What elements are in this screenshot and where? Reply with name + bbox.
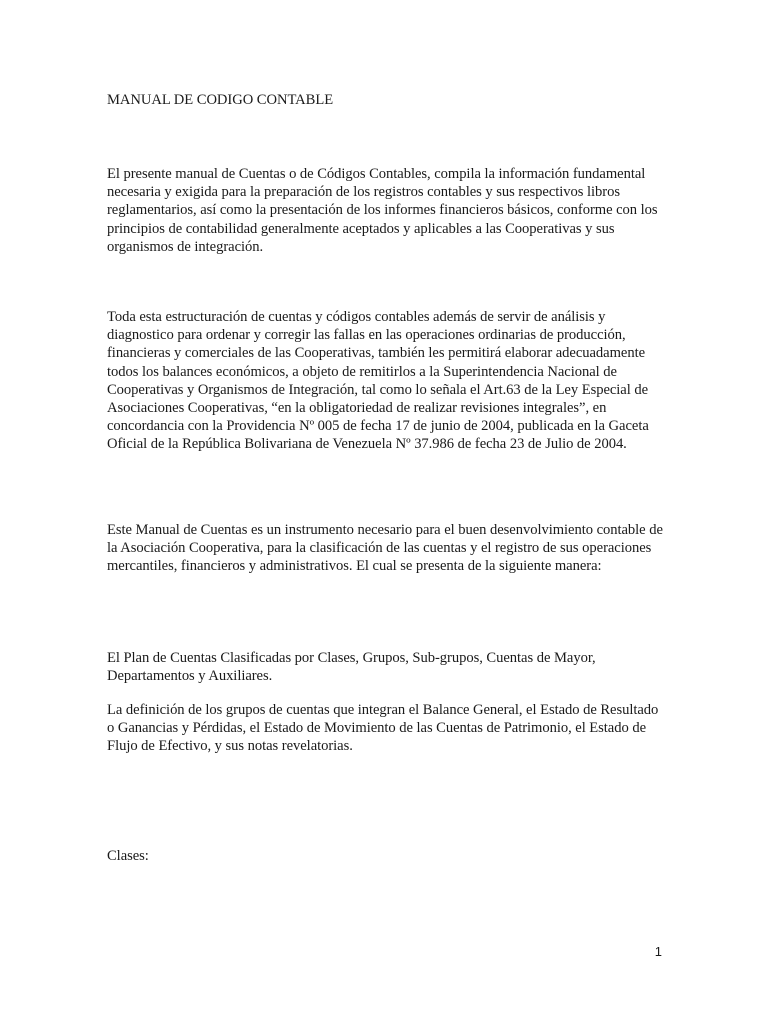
paragraph-definicion-grupos: La definición de los grupos de cuentas que integran el Balance General, el Estado de Resultado o Ganancias y Pérdidas, el Estado de Movimiento de las Cuentas de Patrimonio, el Estado de Flujo de Efectivo, y sus notas revelatorias. [107,702,659,755]
page-number: 1 [654,944,662,959]
paragraph-structure-purpose: Toda esta estructuración de cuentas y códigos contables además de servir de análisis y diagnostico para ordenar y corregir las fallas en las operaciones ordinarias de producción, financieras y comerciales de las Cooperativas, también les permitirá elaborar adecuadamente todos los balances económicos, a objeto de remitirlos a la Superintendencia Nacional de Cooperativas y Organismos de Integración, tal como lo señala el Art.63 de la Ley Especial de Asociaciones Cooperativas, “en la obligatoriedad de realizar revisiones integrales”, en concordancia con la Providencia Nº 005 de fecha 17 de junio de 2004, publicada en la Gaceta Oficial de la República Bolivariana de Venezuela Nº 37.986 de fecha 23 de Julio de 2004. [107,309,649,453]
paragraph-manual-instrument: Este Manual de Cuentas es un instrumento necesario para el buen desenvolvimiento contable de la Asociación Cooperativa, para la clasificación de las cuentas y el registro de sus operaciones mercantiles, financieros y administrativos. El cual se presenta de la siguiente manera: [107,522,663,575]
document-title: MANUAL DE CODIGO CONTABLE [107,92,334,108]
paragraph-plan-de-cuentas: El Plan de Cuentas Clasificadas por Clases, Grupos, Sub-grupos, Cuentas de Mayor, Departamentos y Auxiliares. [107,650,596,685]
paragraph-introduction: El presente manual de Cuentas o de Códigos Contables, compila la información fundamental necesaria y exigida para la preparación de los registros contables y sus respectivos libros reglamentarios, así como la presentación de los informes financieros básicos, conforme con los principios de contabilidad generalmente aceptados y aplicables a las Cooperativas y sus organismos de integración. [107,166,658,255]
paragraph-clases: Clases: [107,848,149,864]
